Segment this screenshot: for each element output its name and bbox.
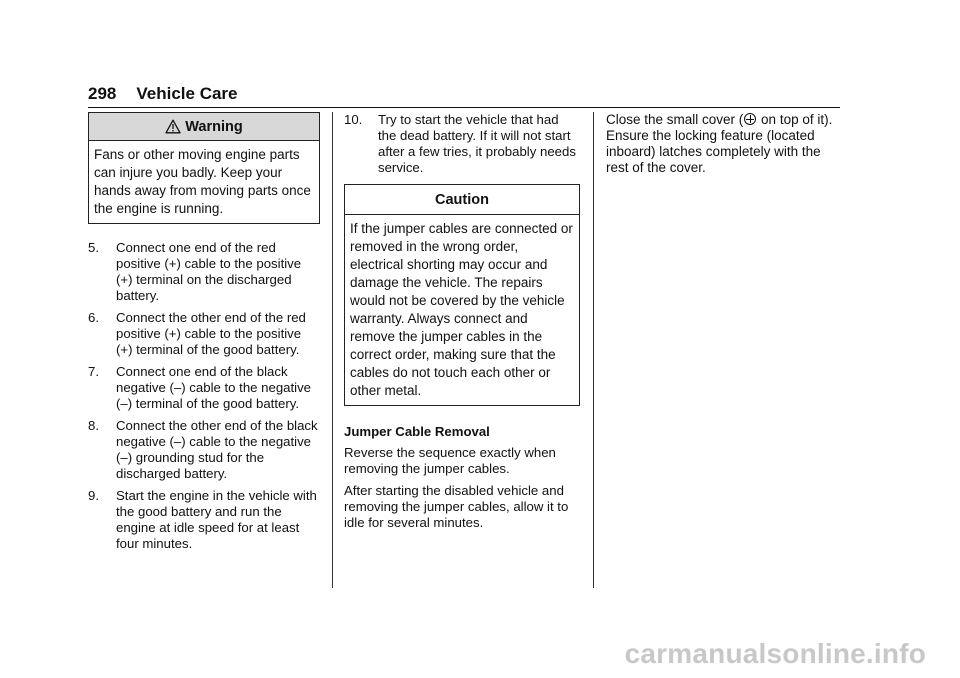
warning-body: Fans or other moving engine parts can injure you badly. Keep your hands away from moving parts once the engine is running.: [94, 147, 311, 216]
steps-list: [344, 112, 580, 176]
step-number: 9.: [88, 488, 99, 503]
step-text: Try to start the vehicle that had the dead battery. If it will not start after a few tries, it probably needs service.: [378, 112, 576, 175]
warning-header: [89, 113, 319, 141]
steps-list: [88, 240, 320, 552]
warning-triangle-icon: [165, 119, 181, 134]
plus-circle-icon: [744, 113, 756, 125]
step-text: Connect one end of the black negative (–) cable to the negative (–) terminal of the good battery.: [116, 364, 312, 411]
step-text: Connect the other end of the red positive (+) cable to the positive (+) terminal of the good battery.: [116, 310, 306, 357]
warning-box: [88, 112, 320, 224]
caution-body: If the jumper cables are connected or removed in the wrong order, electrical shorting may occur and damage the vehicle. The repairs would not be covered by the vehicle warranty. Always connect and remove the jumper cables in the correct order, making sure that the cables do not touch each other or other metal.: [350, 221, 573, 398]
step-text: Connect the other end of the black negative (–) cable to the negative (–) grounding stud for the discharged battery.: [116, 418, 318, 481]
list-item: [88, 364, 320, 412]
text-after-icon: on top of it). Ensure the locking feature (located inboard) latches completely with the rest of the cover.: [606, 112, 833, 175]
step-text: Start the engine in the vehicle with the good battery and run the engine at idle speed for at least four minutes.: [116, 488, 317, 551]
list-item: [88, 310, 320, 358]
column-divider: [332, 112, 333, 588]
column-right: [606, 112, 842, 182]
watermark: carmanualsonline.info: [624, 638, 926, 669]
step-number: 5.: [88, 240, 99, 255]
text-before-icon: Close the small cover (: [606, 112, 744, 127]
column-left: [88, 112, 320, 558]
column-divider: [593, 112, 594, 588]
page-number: 298: [88, 84, 117, 103]
caution-box: [344, 184, 580, 406]
step-text: Connect one end of the red positive (+) cable to the positive (+) terminal on the discharged battery.: [116, 240, 302, 303]
step-number: 7.: [88, 364, 99, 379]
list-item: [344, 112, 580, 176]
paragraph: Reverse the sequence exactly when removing the jumper cables.: [344, 445, 556, 476]
list-item: [88, 418, 320, 482]
warning-title: Warning: [185, 119, 243, 135]
column-middle: [344, 112, 580, 537]
paragraph: After starting the disabled vehicle and removing the jumper cables, allow it to idle for several minutes.: [344, 483, 569, 530]
caution-header: Caution: [345, 185, 579, 215]
paragraph: [606, 112, 842, 176]
step-number: 6.: [88, 310, 99, 325]
step-number: 8.: [88, 418, 99, 433]
section-title: Vehicle Care: [136, 84, 238, 103]
list-item: [88, 240, 320, 304]
list-item: [88, 488, 320, 552]
step-number: 10.: [344, 112, 363, 127]
section-heading: Jumper Cable Removal: [344, 424, 490, 439]
page-header: [88, 84, 840, 108]
